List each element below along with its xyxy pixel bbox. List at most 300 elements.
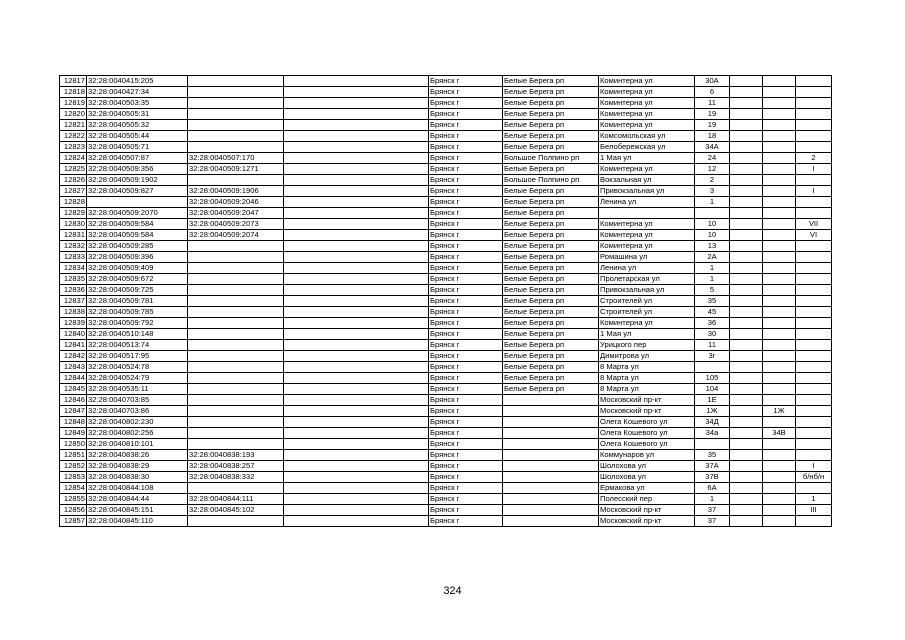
street-cell: Московский пр-кт [599, 516, 695, 527]
cadastral-number: 32:28:0040415:205 [87, 76, 188, 87]
cadastral-number: 32:28:0040509:584 [87, 219, 188, 230]
table-row [60, 483, 832, 494]
table-row [60, 428, 832, 439]
linked-cadastral-number: 32:28:0040838:332 [188, 472, 284, 483]
city-cell: Брянск г [429, 373, 503, 384]
extra-field [284, 505, 429, 516]
extra-field [284, 417, 429, 428]
settlement-cell: Белые Берега рп [503, 274, 599, 285]
cadastral-number: 32:28:0040503:35 [87, 98, 188, 109]
row-number: 12818 [60, 87, 87, 98]
linked-cadastral-number [188, 252, 284, 263]
linked-cadastral-number: 32:28:0040509:1906 [188, 186, 284, 197]
building-cell [730, 208, 763, 219]
settlement-cell [503, 461, 599, 472]
building-cell [730, 197, 763, 208]
table-row [60, 120, 832, 131]
settlement-cell: Большое Полпино рп [503, 175, 599, 186]
row-number: 12838 [60, 307, 87, 318]
street-cell: Коминтерна ул [599, 109, 695, 120]
house-number: 18 [695, 131, 730, 142]
row-number: 12852 [60, 461, 87, 472]
table-row [60, 285, 832, 296]
cadastral-number: 32:28:0040844:108 [87, 483, 188, 494]
settlement-cell [503, 472, 599, 483]
settlement-cell [503, 417, 599, 428]
settlement-cell [503, 483, 599, 494]
table-row [60, 516, 832, 527]
house-number: 35 [695, 450, 730, 461]
cadastral-number: 32:28:0040838:30 [87, 472, 188, 483]
settlement-cell: Белые Берега рп [503, 120, 599, 131]
city-cell: Брянск г [429, 450, 503, 461]
street-cell: Строителей ул [599, 296, 695, 307]
linked-cadastral-number [188, 241, 284, 252]
street-cell: Коминтерна ул [599, 230, 695, 241]
extra-field [284, 208, 429, 219]
row-number: 12827 [60, 186, 87, 197]
cadastral-number: 32:28:0040535:11 [87, 384, 188, 395]
extra-field [284, 263, 429, 274]
row-number: 12849 [60, 428, 87, 439]
table-row [60, 351, 832, 362]
row-number: 12829 [60, 208, 87, 219]
extra-field [284, 428, 429, 439]
row-number: 12830 [60, 219, 87, 230]
settlement-cell: Белые Берега рп [503, 186, 599, 197]
street-cell: Коминтерна ул [599, 219, 695, 230]
house-number: 1Ж [695, 406, 730, 417]
cadastral-number: 32:28:0040509:356 [87, 164, 188, 175]
structure-cell [763, 461, 796, 472]
cadastral-number: 32:28:0040703:86 [87, 406, 188, 417]
row-number: 12828 [60, 197, 87, 208]
building-cell [730, 329, 763, 340]
settlement-cell: Белые Берега рп [503, 307, 599, 318]
city-cell: Брянск г [429, 175, 503, 186]
extra-field [284, 384, 429, 395]
street-cell: Привокзальная ул [599, 186, 695, 197]
city-cell: Брянск г [429, 395, 503, 406]
structure-cell [763, 373, 796, 384]
linked-cadastral-number [188, 274, 284, 285]
city-cell: Брянск г [429, 384, 503, 395]
street-cell: Ермакова ул [599, 483, 695, 494]
street-cell: Ромашина ул [599, 252, 695, 263]
city-cell: Брянск г [429, 197, 503, 208]
cadastral-number: 32:28:0040844:44 [87, 494, 188, 505]
apartment-cell [796, 252, 832, 263]
settlement-cell: Белые Берега рп [503, 318, 599, 329]
apartment-cell [796, 142, 832, 153]
settlement-cell: Белые Берега рп [503, 351, 599, 362]
house-number: 11 [695, 98, 730, 109]
apartment-cell: I [796, 461, 832, 472]
street-cell: Белобережская ул [599, 142, 695, 153]
building-cell [730, 230, 763, 241]
row-number: 12836 [60, 285, 87, 296]
city-cell: Брянск г [429, 483, 503, 494]
house-number [695, 439, 730, 450]
registry-table [59, 75, 832, 527]
row-number: 12826 [60, 175, 87, 186]
city-cell: Брянск г [429, 219, 503, 230]
street-cell: 8 Марта ул [599, 362, 695, 373]
linked-cadastral-number [188, 373, 284, 384]
city-cell: Брянск г [429, 417, 503, 428]
cadastral-number: 32:28:0040509:2070 [87, 208, 188, 219]
settlement-cell [503, 406, 599, 417]
city-cell: Брянск г [429, 516, 503, 527]
house-number: 36 [695, 318, 730, 329]
apartment-cell [796, 263, 832, 274]
structure-cell [763, 241, 796, 252]
row-number: 12834 [60, 263, 87, 274]
house-number: 34Д [695, 417, 730, 428]
building-cell [730, 362, 763, 373]
extra-field [284, 274, 429, 285]
city-cell: Брянск г [429, 428, 503, 439]
table-row [60, 164, 832, 175]
table-row [60, 384, 832, 395]
extra-field [284, 175, 429, 186]
extra-field [284, 109, 429, 120]
table-row [60, 340, 832, 351]
structure-cell [763, 76, 796, 87]
building-cell [730, 285, 763, 296]
house-number: 1Е [695, 395, 730, 406]
row-number: 12856 [60, 505, 87, 516]
settlement-cell: Белые Берега рп [503, 329, 599, 340]
extra-field [284, 285, 429, 296]
settlement-cell: Белые Берега рп [503, 208, 599, 219]
structure-cell [763, 472, 796, 483]
table-row [60, 186, 832, 197]
apartment-cell [796, 285, 832, 296]
extra-field [284, 483, 429, 494]
apartment-cell: б/нб/н [796, 472, 832, 483]
apartment-cell [796, 340, 832, 351]
extra-field [284, 329, 429, 340]
house-number: 19 [695, 109, 730, 120]
building-cell [730, 296, 763, 307]
extra-field [284, 406, 429, 417]
settlement-cell: Белые Берега рп [503, 373, 599, 384]
extra-field [284, 164, 429, 175]
street-cell: 8 Марта ул [599, 373, 695, 384]
city-cell: Брянск г [429, 307, 503, 318]
house-number: 19 [695, 120, 730, 131]
street-cell: Пролетарская ул [599, 274, 695, 285]
settlement-cell: Белые Берега рп [503, 362, 599, 373]
street-cell: 1 Мая ул [599, 329, 695, 340]
cadastral-number: 32:28:0040509:781 [87, 296, 188, 307]
house-number: 37 [695, 516, 730, 527]
structure-cell [763, 362, 796, 373]
street-cell: Коминтерна ул [599, 241, 695, 252]
table-row [60, 252, 832, 263]
structure-cell [763, 351, 796, 362]
city-cell: Брянск г [429, 153, 503, 164]
linked-cadastral-number: 32:28:0040844:111 [188, 494, 284, 505]
settlement-cell: Белые Берега рп [503, 219, 599, 230]
row-number: 12846 [60, 395, 87, 406]
structure-cell [763, 318, 796, 329]
street-cell: Урицкого пер [599, 340, 695, 351]
extra-field [284, 395, 429, 406]
building-cell [730, 483, 763, 494]
house-number: 35 [695, 296, 730, 307]
apartment-cell: I [796, 164, 832, 175]
house-number: 30 [695, 329, 730, 340]
row-number: 12837 [60, 296, 87, 307]
structure-cell [763, 329, 796, 340]
cadastral-number: 32:28:0040838:26 [87, 450, 188, 461]
city-cell: Брянск г [429, 340, 503, 351]
apartment-cell [796, 318, 832, 329]
house-number: 34а [695, 428, 730, 439]
building-cell [730, 439, 763, 450]
apartment-cell [796, 197, 832, 208]
house-number: 104 [695, 384, 730, 395]
row-number: 12831 [60, 230, 87, 241]
row-number: 12835 [60, 274, 87, 285]
row-number: 12825 [60, 164, 87, 175]
table-row [60, 142, 832, 153]
extra-field [284, 450, 429, 461]
street-cell: Привокзальная ул [599, 285, 695, 296]
cadastral-number: 32:28:0040509:725 [87, 285, 188, 296]
settlement-cell: Белые Берега рп [503, 131, 599, 142]
city-cell: Брянск г [429, 296, 503, 307]
city-cell: Брянск г [429, 406, 503, 417]
cadastral-number: 32:28:0040509:792 [87, 318, 188, 329]
row-number: 12824 [60, 153, 87, 164]
city-cell: Брянск г [429, 329, 503, 340]
table-row [60, 296, 832, 307]
row-number: 12817 [60, 76, 87, 87]
linked-cadastral-number [188, 285, 284, 296]
extra-field [284, 76, 429, 87]
linked-cadastral-number [188, 395, 284, 406]
structure-cell [763, 87, 796, 98]
street-cell: 8 Марта ул [599, 384, 695, 395]
building-cell [730, 186, 763, 197]
table-row [60, 109, 832, 120]
apartment-cell [796, 406, 832, 417]
building-cell [730, 307, 763, 318]
table-row [60, 329, 832, 340]
building-cell [730, 450, 763, 461]
apartment-cell [796, 395, 832, 406]
street-cell: Вокзальная ул [599, 175, 695, 186]
extra-field [284, 472, 429, 483]
street-cell: Коминтерна ул [599, 76, 695, 87]
row-number: 12854 [60, 483, 87, 494]
settlement-cell: Белые Берега рп [503, 263, 599, 274]
apartment-cell [796, 87, 832, 98]
extra-field [284, 87, 429, 98]
house-number: 5 [695, 285, 730, 296]
extra-field [284, 318, 429, 329]
city-cell: Брянск г [429, 131, 503, 142]
house-number: 34А [695, 142, 730, 153]
building-cell [730, 274, 763, 285]
building-cell [730, 87, 763, 98]
linked-cadastral-number: 32:28:0040509:2047 [188, 208, 284, 219]
structure-cell [763, 450, 796, 461]
building-cell [730, 153, 763, 164]
linked-cadastral-number: 32:28:0040509:1271 [188, 164, 284, 175]
house-number: 3 [695, 186, 730, 197]
linked-cadastral-number [188, 76, 284, 87]
table-row [60, 263, 832, 274]
extra-field [284, 296, 429, 307]
linked-cadastral-number [188, 351, 284, 362]
linked-cadastral-number [188, 417, 284, 428]
structure-cell [763, 505, 796, 516]
extra-field [284, 516, 429, 527]
row-number: 12845 [60, 384, 87, 395]
apartment-cell [796, 274, 832, 285]
apartment-cell [796, 241, 832, 252]
settlement-cell: Белые Берега рп [503, 384, 599, 395]
building-cell [730, 142, 763, 153]
apartment-cell [796, 483, 832, 494]
apartment-cell [796, 208, 832, 219]
linked-cadastral-number [188, 120, 284, 131]
linked-cadastral-number [188, 384, 284, 395]
settlement-cell: Белые Берега рп [503, 252, 599, 263]
table-row [60, 505, 832, 516]
linked-cadastral-number: 32:28:0040509:2046 [188, 197, 284, 208]
building-cell [730, 318, 763, 329]
settlement-cell [503, 505, 599, 516]
cadastral-number: 32:28:0040509:409 [87, 263, 188, 274]
cadastral-number: 32:28:0040427:34 [87, 87, 188, 98]
apartment-cell [796, 307, 832, 318]
house-number: 13 [695, 241, 730, 252]
apartment-cell [796, 450, 832, 461]
building-cell [730, 131, 763, 142]
street-cell: Коминтерна ул [599, 98, 695, 109]
row-number: 12855 [60, 494, 87, 505]
settlement-cell [503, 516, 599, 527]
linked-cadastral-number: 32:28:0040509:2074 [188, 230, 284, 241]
street-cell: Олега Кошевого ул [599, 439, 695, 450]
cadastral-number: 32:28:0040509:584 [87, 230, 188, 241]
structure-cell [763, 164, 796, 175]
table-row [60, 417, 832, 428]
linked-cadastral-number [188, 406, 284, 417]
table-row [60, 318, 832, 329]
apartment-cell [796, 76, 832, 87]
table-row [60, 373, 832, 384]
table-row [60, 197, 832, 208]
street-cell: Шолохова ул [599, 472, 695, 483]
extra-field [284, 142, 429, 153]
street-cell: Коминтерна ул [599, 120, 695, 131]
cadastral-number [87, 197, 188, 208]
row-number: 12822 [60, 131, 87, 142]
street-cell: Строителей ул [599, 307, 695, 318]
house-number: 6А [695, 483, 730, 494]
building-cell [730, 263, 763, 274]
street-cell: Коминтерна ул [599, 87, 695, 98]
apartment-cell [796, 516, 832, 527]
row-number: 12839 [60, 318, 87, 329]
house-number [695, 362, 730, 373]
linked-cadastral-number: 32:28:0040838:193 [188, 450, 284, 461]
settlement-cell: Белые Берега рп [503, 109, 599, 120]
apartment-cell: VI [796, 230, 832, 241]
city-cell: Брянск г [429, 208, 503, 219]
city-cell: Брянск г [429, 439, 503, 450]
apartment-cell: 1 [796, 494, 832, 505]
extra-field [284, 252, 429, 263]
cadastral-number: 32:28:0040509:785 [87, 307, 188, 318]
cadastral-number: 32:28:0040703:85 [87, 395, 188, 406]
apartment-cell [796, 384, 832, 395]
city-cell: Брянск г [429, 241, 503, 252]
building-cell [730, 252, 763, 263]
apartment-cell [796, 428, 832, 439]
house-number: 11 [695, 340, 730, 351]
linked-cadastral-number [188, 175, 284, 186]
table-row [60, 274, 832, 285]
table-row [60, 131, 832, 142]
city-cell: Брянск г [429, 87, 503, 98]
city-cell: Брянск г [429, 505, 503, 516]
settlement-cell: Большое Полпино рп [503, 153, 599, 164]
city-cell: Брянск г [429, 351, 503, 362]
row-number: 12847 [60, 406, 87, 417]
settlement-cell: Белые Берега рп [503, 98, 599, 109]
structure-cell [763, 439, 796, 450]
settlement-cell: Белые Берега рп [503, 164, 599, 175]
structure-cell [763, 98, 796, 109]
apartment-cell [796, 373, 832, 384]
row-number: 12821 [60, 120, 87, 131]
house-number: 3г [695, 351, 730, 362]
linked-cadastral-number [188, 362, 284, 373]
settlement-cell: Белые Берега рп [503, 296, 599, 307]
extra-field [284, 230, 429, 241]
building-cell [730, 461, 763, 472]
street-cell: Московский пр-кт [599, 505, 695, 516]
city-cell: Брянск г [429, 120, 503, 131]
row-number: 12844 [60, 373, 87, 384]
apartment-cell: VII [796, 219, 832, 230]
extra-field [284, 351, 429, 362]
table-row [60, 461, 832, 472]
structure-cell [763, 120, 796, 131]
house-number: 37В [695, 472, 730, 483]
structure-cell [763, 340, 796, 351]
apartment-cell [796, 417, 832, 428]
cadastral-number: 32:28:0040509:672 [87, 274, 188, 285]
table-row [60, 307, 832, 318]
table-row [60, 87, 832, 98]
building-cell [730, 384, 763, 395]
cadastral-number: 32:28:0040810:101 [87, 439, 188, 450]
apartment-cell [796, 439, 832, 450]
row-number: 12840 [60, 329, 87, 340]
structure-cell [763, 175, 796, 186]
cadastral-number: 32:28:0040845:110 [87, 516, 188, 527]
settlement-cell: Белые Берега рп [503, 87, 599, 98]
street-cell: Ленина ул [599, 197, 695, 208]
